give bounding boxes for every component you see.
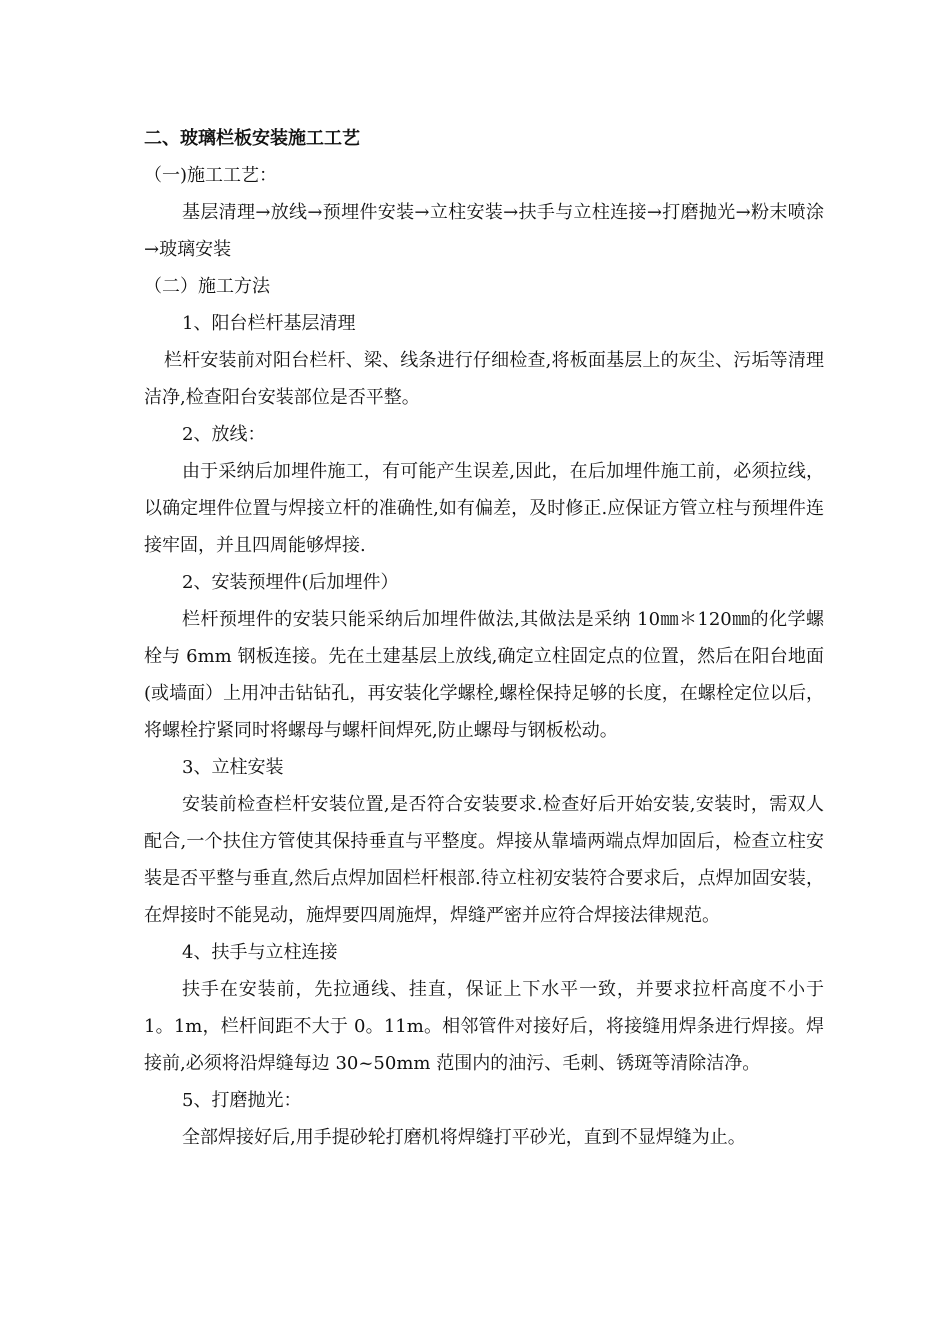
step-2b-title: 2、安装预埋件(后加埋件） xyxy=(182,572,399,593)
subheading-process: （一)施工工艺： xyxy=(144,165,278,186)
step-1-title: 1、阳台栏杆基层清理 xyxy=(182,313,356,334)
step-4-title: 4、扶手与立柱连接 xyxy=(182,942,338,963)
step-5-text: 全部焊接好后,用手提砂轮打磨机将焊缝打平砂光，直到不显焊缝为止。 xyxy=(182,1127,746,1148)
step-2-title: 2、放线： xyxy=(182,424,266,445)
section-heading: 二、玻璃栏板安装施工工艺 xyxy=(144,128,360,149)
step-3-title: 3、立柱安装 xyxy=(182,757,284,778)
step-1-text: 栏杆安装前对阳台栏杆、梁、线条进行仔细检查,将板面基层上的灰尘、污垢等清理洁净,检查阳台安装部位是否平整。 xyxy=(144,350,824,408)
document-content xyxy=(144,120,824,1156)
step-3-text: 安装前检查栏杆安装位置,是否符合安装要求.检查好后开始安装,安装时，需双人配合,一个扶住方管使其保持垂直与平整度。焊接从靠墙两端点焊加固后，检查立柱安装是否平整与垂直,然后点焊加固栏杆根部.待立柱初安装符合要求后，点焊加固安装，在焊接时不能晃动，施焊要四周施焊，焊缝严密并应符合焊接法律规范。 xyxy=(144,794,824,926)
subheading-method: （二）施工方法 xyxy=(144,276,270,297)
step-2b-text: 栏杆预埋件的安装只能采纳后加埋件做法,其做法是采纳 10㎜＊120㎜的化学螺栓与 6mm 钢板连接。先在土建基层上放线,确定立柱固定点的位置，然后在阳台地面(或墙面）上用冲击钻钻孔，再安装化学螺栓,螺栓保持足够的长度，在螺栓定位以后，将螺栓拧紧同时将螺母与螺杆间焊死,防止螺母与钢板松动。 xyxy=(144,609,824,741)
step-2-text: 由于采纳后加埋件施工，有可能产生误差,因此，在后加埋件施工前，必须拉线，以确定埋件位置与焊接立杆的准确性,如有偏差，及时修正.应保证方管立柱与预埋件连接牢固，并且四周能够焊接. xyxy=(144,461,824,556)
process-flow-text: 基层清理→放线→预埋件安装→立柱安装→扶手与立柱连接→打磨抛光→粉末喷涂→玻璃安装 xyxy=(144,202,824,260)
step-5-title: 5、打磨抛光： xyxy=(182,1090,302,1111)
step-4-text: 扶手在安装前，先拉通线、挂直，保证上下水平一致，并要求拉杆高度不小于 1。1m，栏杆间距不大于 0。11m。相邻管件对接好后，将接缝用焊条进行焊接。焊接前,必须将沿焊缝每边 30~50mm 范围内的油污、毛刺、锈斑等清除洁净。 xyxy=(144,979,824,1074)
